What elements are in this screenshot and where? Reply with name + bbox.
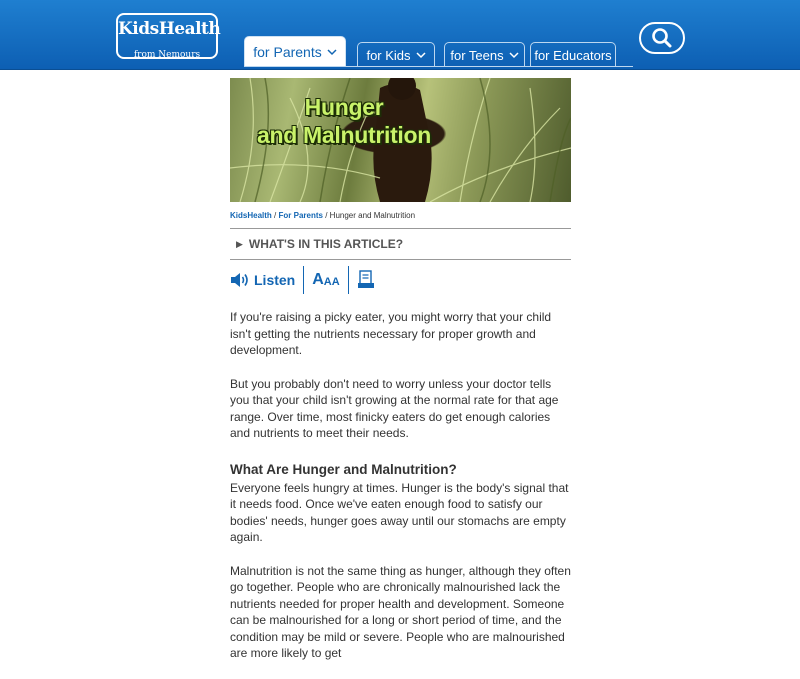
tab-for-teens[interactable] xyxy=(444,42,525,67)
breadcrumb-home-link[interactable]: KidsHealth xyxy=(230,211,272,220)
search-icon xyxy=(651,27,673,49)
hero-title-line-1: Hunger xyxy=(304,94,384,120)
breadcrumb-current: Hunger and Malnutrition xyxy=(329,211,416,220)
caret-right-icon: ▶ xyxy=(236,238,243,249)
listen-button[interactable] xyxy=(230,266,303,294)
breadcrumb xyxy=(230,210,571,222)
site-header xyxy=(0,0,800,70)
breadcrumb-separator: / xyxy=(325,211,328,220)
article-tools xyxy=(230,266,571,294)
chevron-down-icon xyxy=(509,52,519,59)
tab-label: for Educators xyxy=(534,47,612,63)
article-toc-toggle[interactable] xyxy=(230,228,571,260)
tab-label: for Teens xyxy=(450,47,504,63)
text-size-small: AA xyxy=(323,276,340,288)
article-body xyxy=(230,309,571,662)
hero-image xyxy=(230,78,571,202)
main-content xyxy=(230,78,571,679)
hero-title-line-2: and Malnutrition xyxy=(256,122,432,148)
tab-for-parents[interactable] xyxy=(244,36,346,67)
section-heading: What Are Hunger and Malnutrition? xyxy=(230,461,457,477)
hero-title xyxy=(234,93,454,149)
article-paragraph: Everyone feels hungry at times. Hunger is the body's signal that it needs food. Once we've eaten enough food to satisfy our bodies' needs, hunger goes away until our stomachs are empty again. xyxy=(230,480,569,544)
tab-for-educators[interactable] xyxy=(530,42,616,67)
text-size-button[interactable] xyxy=(304,266,347,294)
breadcrumb-section-link[interactable]: For Parents xyxy=(278,211,323,220)
logo-subtitle: from Nemours xyxy=(133,50,201,60)
text-size-large: A xyxy=(312,271,324,288)
article-paragraph: If you're raising a picky eater, you might worry that your child isn't getting the nutrients necessary for proper growth and development. xyxy=(230,310,552,357)
logo-name: KidsHealth xyxy=(118,19,221,39)
print-button[interactable] xyxy=(349,266,383,294)
article-paragraph: But you probably don't need to worry unless your doctor tells you that your child isn't growing at the normal rate for that age range. Over time, most finicky eaters do get enough calories and nutrients to meet their needs. xyxy=(230,376,559,440)
listen-label: Listen xyxy=(254,272,296,288)
toc-label: WHAT'S IN THIS ARTICLE? xyxy=(248,237,404,251)
search-button[interactable] xyxy=(639,22,685,54)
speaker-icon xyxy=(230,271,250,289)
kidshealth-logo[interactable] xyxy=(116,13,221,60)
tab-label: for Parents xyxy=(253,44,322,60)
tabs-underline xyxy=(244,66,633,67)
breadcrumb-separator: / xyxy=(274,211,277,220)
print-icon xyxy=(357,270,375,290)
article-paragraph: Malnutrition is not the same thing as hunger, although they often go together. People who are chronically malnourished lack the nutrients needed for proper health and development. Someone can be malnourished for a long or short period of time, and the condition may be mild or severe. People who are malnourished are more likely to get xyxy=(230,563,571,660)
tab-for-kids[interactable] xyxy=(357,42,435,67)
tab-label: for Kids xyxy=(366,47,411,63)
chevron-down-icon xyxy=(416,52,426,59)
chevron-down-icon xyxy=(327,49,337,56)
